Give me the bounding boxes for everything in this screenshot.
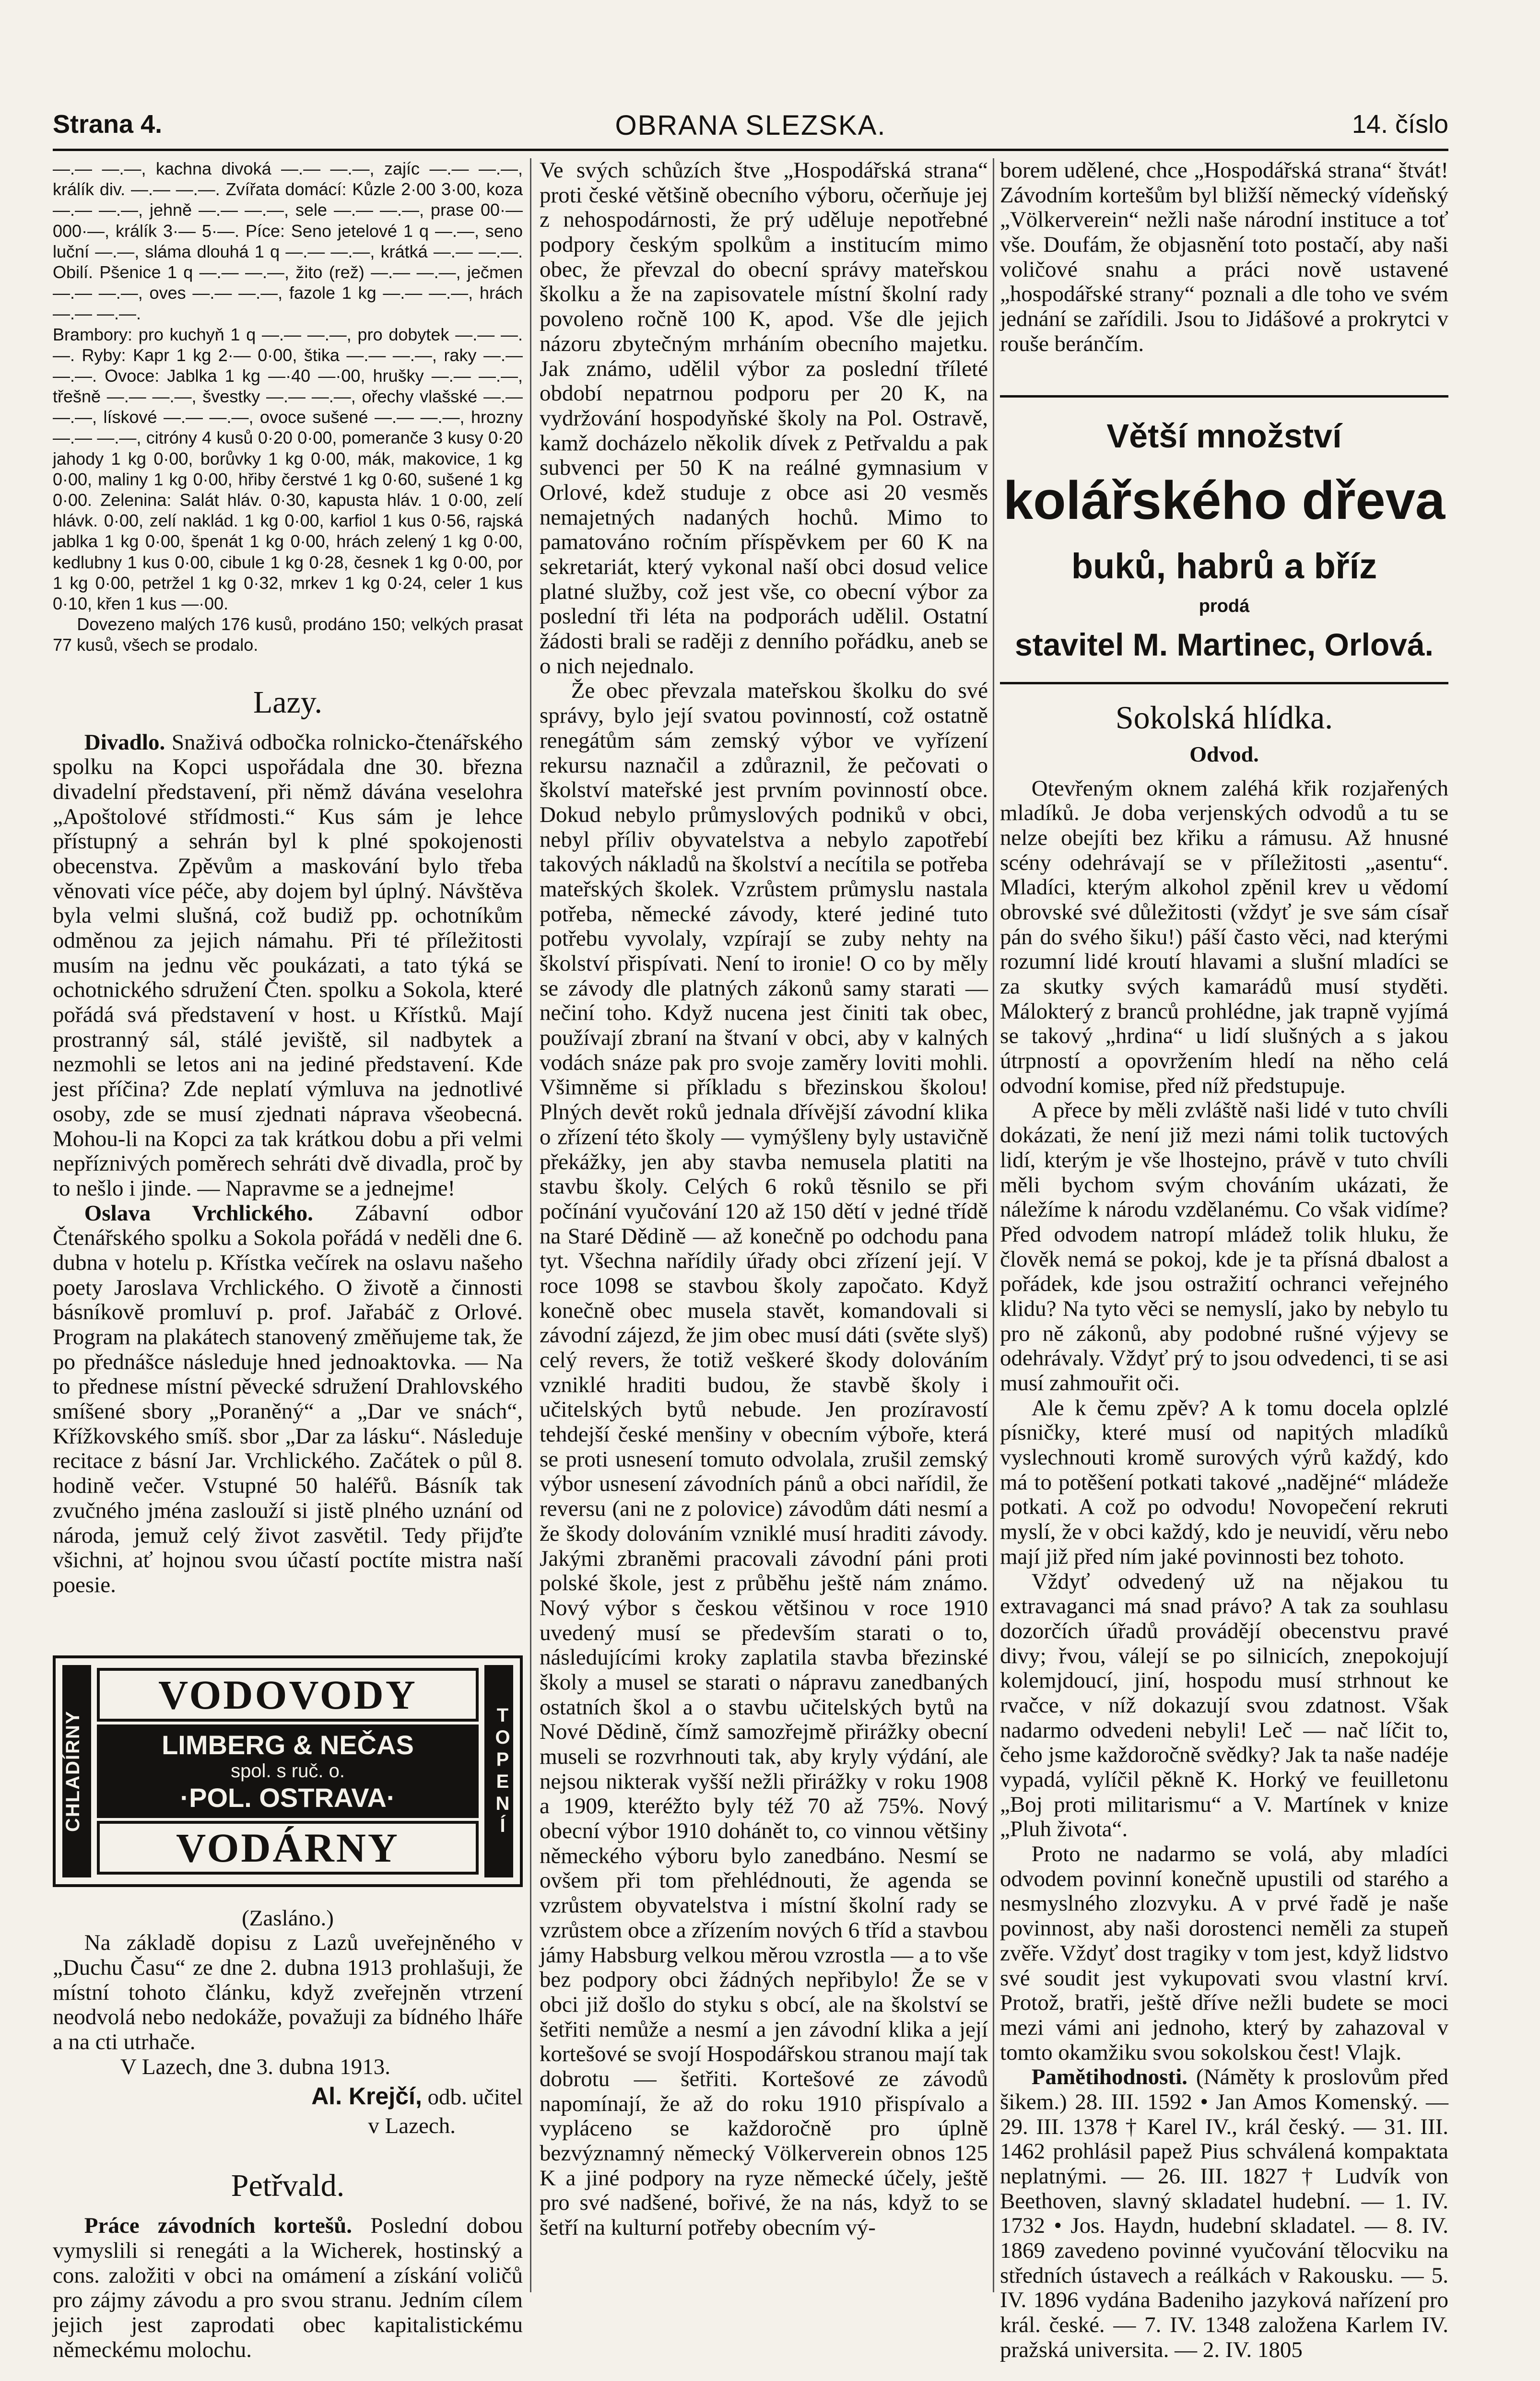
wood-ad-line: kolářského dřeva: [1003, 470, 1446, 530]
header-rule: [53, 149, 1448, 151]
pametihodnosti-lead: Pamětihodnosti.: [1031, 2064, 1187, 2090]
advertisement-wood: [1000, 395, 1448, 684]
wood-ad-line: prodá: [1199, 596, 1250, 616]
zaslano-label: (Zasláno.): [242, 1905, 334, 1931]
article-divadlo: [53, 730, 523, 1201]
ad-side-left: CHLADÍRNY: [62, 1665, 91, 1877]
sokol-paragraph: A přece by měli zvláště naši lidé v tuto chvíli dokázati, že není již mezi námi tolik tuctových lidí, kterým je vše lhostejno, právě v tuto chvíli měli bychom svým chováním ukázati, že náležíme k národu vzdělanému. Co však vidíme? Před odvodem natropí mládež tolik hluku, že člověk nemá se pokoj, kde je ta přísná dbalost a pořádek, kde jsou ostražití ochranci veřejného klidu? Na tyto věci se nemyslí, jako by nebylo tu pro ně zákonů, aby podobné rušné výjevy se odehrávaly. Vždyť prý to jsou odvedenci, ti se asi musí zahmouřit oči.: [1000, 1098, 1448, 1396]
oslava-text: Zábavní odbor Čtenářského spolku a Sokola pořádá v neděli dne 6. dubna v hotelu p. Křístka večírek na oslavu našeho poety Jaroslava Vrchlického. O životě a činnosti básníkově promluví p. prof. Jařabáč z Orlové. Program na plakátech stanovený změňujeme tak, že po přednášce následuje hned jednoaktovka. — Na to přednese místní pěvecké sdružení Drahlovského smíšené sbory „Poraněný“ a „Dar ve snách“, Křížkovského smíš. sbor „Dar za lásku“. Následuje recitace z básní Jar. Vrchlického. Začátek o půl 8. hodině večer. Vstupné 50 haléřů. Básník tak zvučného jména zaslouží si jistě plného uznání od národa, jemuž celý život zasvětil. Tedy přijďte všichni, ať hojnou svou účastí poctíte mistra naší poesie.: [53, 1200, 523, 1597]
column-divider: [993, 158, 994, 2292]
page-header: [53, 109, 1448, 152]
section-title-petrvald: Petřvald.: [231, 2168, 345, 2204]
article-paragraph: Že obec převzala mateřskou školku do své správy, bylo její svatou povinností, což ostatně renegátům sám zemský výbor ve vyřízení rekursu naznačil a zdůraznil, že pečovati o školství mateřské jest prvním povinností obce. Dokud nebylo průmyslových podniků v obci, nebyl příliv obyvatelstva a nebylo zapotřebí takových nákladů na školství a necítila se potřeba mateřských školek. Vzrůstem průmyslu nastala potřeba, německé závody, které jediné tuto potřebu vyvolaly, vzpírají se zuby nehty na školství přispívati. Není to ironie! O co by měly se závody dle platných zákonů samy starati — nečiní toho. Když nucena jest činiti tak obec, používají zbraní na štvaní v obci, aby v kalných vodách snáze pak pro svoje zaměry loviti mohli. Všimněme si příkladu s březinskou školou! Plných devět roků jednala dřívější závodní klika o zřízení této školy — vymýšleny byly ustavičně překážky, jen aby stavba nemusela platiti na stavbu školy. Celých 6 roků těsnilo se při počínání vyučování 120 až 150 dětí v jedné třídě na Staré Dědině — až konečně po odchodu pana tyt. Všechna nařídily úřady obci zřízení její. V roce 1098 se stavbou školy započato. Když konečně obec musela stavět, komandovali si závodní zájezd, že jim obec musí dáti (světe slyš) celý revers, že totiž veškeré škody dolováním vzniklé hraditi budou, že stavbě školy i učitelských bytů nebude. Jen prozíravostí tehdejší české menšiny v obecním výboře, která se proti usnesení tomuto odvolala, zrušil zemský výbor usnesení závodních pánů a obci nařídil, že reversu (ani ne z polovice) závodům dáti nesmí a že škody dolováním vzniklé musí hraditi závody. Jakými zbraněmi pracovali závodní páni proti polské škole, jest z průběhu ještě nám známo. Nový výbor s českou většinou v roce 1910 uvedený musí se především starati o to, následujícími kroky zaplatila stavba březinské školy a musel se starati o nápravu zanedbaných ostatních škol a o stavbu učitelských bytů na Nové Dědině, čímž samozřejmě přirážky obecní museli se rozvrhnouti tak, aby kryly výdání, ale nejsou nikterak vyšší nežli přirážky v roku 1908 a 1909, kteréžto byly též 70 až 75%. Nový obecní výbor 1910 dohánět to, co vinnou většiny německého výboru bylo zanedbáno. Nesmí se ovšem při tom přehlédnouti, že agenda se vzrůstem obyvatelstva i místní školní rady se vzrůstem obce a zřízením nových 6 tříd a stavbou jámy Habsburg velkou měrou vzrostla — a to vše bez podpory obci žádných nepřibylo! Že se v obci již došlo do styku s obcí, ale na školství se šetřiti nemůže a nesmí a jen závodní klika a její kortešové se svojí Hospodářskou stranou mají tak dobrotu — šetřiti. Kortešové ze závodů napomínají, že až do roku 1910 přispívalo a vypláceno se každoročně pro úplně bezvýznamný německý Völkerverein obnos 125 K a jiné podpory na ryze německé účely, ještě pro své nadšené, bořivé, že na nás, když to se šetří na kulturní potřeby obecním vý-: [540, 678, 988, 2240]
sokol-paragraph: Proto ne nadarmo se volá, aby mladíci odvodem povinní konečně upustili od starého a nesmyslného zlozvyku. A v prvé řadě je naše povinnost, aby naši dorostenci neměli za stupeň zvěře. Vždyť dost tragiky v tom jest, když lidstvo své soudit jest vykupovati svou vlastní krví. Protož, bratři, ještě dříve nežli budete se moci mezi vámi ani jednoho, který by zahazoval v tomto okamžiku svou sokolskou čest! Vlajk.: [1000, 1841, 1448, 2065]
page-number: Strana 4.: [53, 110, 163, 139]
article-oslava: [53, 1201, 523, 1598]
zaslano-signature: [53, 2082, 523, 2110]
pametihodnosti-text: (Náměty k proslovům před šikem.) 28. III. 1592 • Jan Amos Komenský. — 29. III. 1378 † Karel IV., král český. — 31. III. 1462 prohlásil papež Pius schválená kompaktata neplatnými. — 26. III. 1827 † Ludvík von Beethoven, slavný skladatel hudební. — 1. IV. 1732 • Jos. Haydn, hudební skladatel. — 8. IV. 1869 zavedeno povinné vyučování tělocviku na středních ústavech a reálkách v Rakousku. — 5. IV. 1896 vydána Badeniho jazyková nařízení pro král. české. — 7. IV. 1348 založena Karlem IV. pražská universita. — 2. IV. 1805: [1000, 2064, 1448, 2362]
signature-name: Al. Krejčí,: [311, 2083, 422, 2110]
zaslano-place-date: V Lazech, dne 3. dubna 1913.: [120, 2054, 390, 2079]
market-report: [53, 158, 523, 656]
market-paragraph: Brambory: pro kuchyň 1 q —.— —.—, pro dobytek —.— —.—. Ryby: Kapr 1 kg 2·— 0·00, štika —.— —.—, raky —.— —.—. Ovoce: Jablka 1 kg —·40 —·00, hrušky —.— —.—, třešně —.— —.—, švestky —.— —.—, ořechy vlašské —.— —.—, lískové —.— —.—, ovoce sušené —.— —.—, hrozny —.— —.—, citróny 4 kusů 0·20 0·00, pomeranče 3 kusy 0·20 jahody 1 kg 0·00, borůvky 1 kg 0·00, mák, makovice, 1 kg 0·00, maliny 1 kg 0·00, hřiby čerstvé 1 kg 0·60, sušené 1 kg 0·00. Zelenina: Salát hláv. 0·30, kapusta hláv. 1 0·00, zelí hlávk. 0·00, zelí naklád. 1 kg 0·00, karfiol 1 kus 0·56, rajská jablka 1 kg 0·00, špenát 1 kg 0·00, hrách zelený 1 kg 0·00, kedlubny 1 kus 0·00, cibule 1 kg 0·28, česnek 1 kg 0·00, por 1 kg 0·00, petržel 1 kg 0·32, mrkev 1 kg 0·24, celer 1 kus 0·10, křen 1 kus —·00.: [53, 324, 523, 613]
section-title-lazy: Lazy.: [253, 684, 323, 720]
ad-bottom-text: VODÁRNY: [97, 1821, 479, 1875]
ad-center: [91, 1665, 484, 1877]
sokol-paragraph: Otevřeným oknem zaléhá křik rozjařených mladíků. Je doba verjenských odvodů a tu se nelze obejíti bez křiku a rámusu. Až hnusné scény odehrávají se v příležitosti „asentu“. Mladíci, kterým alkohol zpěnil krev u vědomí obrovské své důležitosti (vždyť je sve sám císař pán do svého šiku!) páší často věci, nad kterými rozumní lidé kroutí hlavami a slušní mladíci se za skutky svých kamarádů musí styděti. Málokterý z branců prohlédne, jak trapně vyjímá se takový „hrdina“ u lidí slušných a s jakou útrpností a opovržením hledí na něho celá odvodní komise, před níž předstupuje.: [1000, 775, 1448, 1098]
petrvald-lead: Práce závodních kortešů.: [84, 2213, 353, 2239]
market-paragraph: Dovezeno malých 176 kusů, prodáno 150; velkých prasat 77 kusů, všech se prodalo.: [53, 614, 523, 655]
petrvald-text: Poslední dobou vymyslili si renegáti a la Wicherek, hostinský a cons. založiti v obci na omámení a získání voličů pro zájmy závodu a pro svou stranu. Jedním cílem jejich jest zaprodati obec kapitalistickému německému molochu.: [53, 2213, 523, 2362]
ad-top-text: VODOVODY: [97, 1668, 479, 1722]
wood-ad-line: Větší množství: [1106, 417, 1342, 455]
article-paragraph: Ve svých schůzích štve „Hospodářská strana“ proti české většině obecního výboru, očerňuje jej z nehospodárnosti, že prý uděluje nepotřebné podpory českým spolkům a institucím mimo obec, že převzal do obecní správy mateřskou školku a že na zapisovatele místní školní rady povoleno ročně 100 K, apod. Vše dle jejich názoru zbytečným mrháním obecního majetku. Jak známo, udělil výbor za poslední tříleté období nepatrnou podporu per 20 K, na vydržování hospodyňské školy na Pol. Ostravě, kamž docházelo několik dívek z Petřvaldu a pak subvenci per 50 K na reálné gymnasium v Orlové, kdež studuje z obce asi 20 vesměs nemajetných nadaných hochů. Mimo to pamatováno ročním příspěvkem per 60 K na sekretariát, který vykonal naší obci dosud velice platné služby, což jest vše, co obecní výbor za poslední tři léta na podporách udělil. Ostatní žádosti brali se raději z denního pořádku, aneb se o nich nejednalo.: [540, 158, 988, 679]
column-3: [1000, 158, 1448, 2362]
divadlo-text: Snaživá odbočka rolnicko-čtenářského spolku na Kopci uspořádala dne 30. března divadelní představení, při němž dávána veselohra „Apoštolové střídmosti.“ Kus sám je lehce přístupný a sehrán byl k plné spokojenosti obecenstva. Zpěvům a maskování bylo třeba věnovati více péče, aby dojem byl úplný. Návštěva byla velmi slušná, což budiž pp. ochotníkům odměnou za jejich námahu. Při té příležitosti musím na jednu věc poukázati, a tato týká se ochotnického sdružení Čten. spolku a Sokola, které pořádá svá představení v host. u Křístků. Mají prostranný sál, stálé jeviště, sil nadbytek a nezmohli se letos ani na jediné představení. Kde jest příčina? Zde neplatí výmluva na jednotlivé osoby, zde se musí zjednati náprava všeobecná. Mohou-li na Kopci za tak krátkou dobu a při velmi nepříznivých poměrech sehráti dvě divadla, proč by to nešlo i jinde. — Napravme se a jednejme!: [53, 729, 523, 1201]
pametihodnosti: [1000, 2065, 1448, 2362]
article-continuation: borem udělené, chce „Hospodářská strana“ štvát! Závodním kortešům byl bližší německý vídeňský „Völkerverein“ nežli naše národní instituce a toť vše. Doufám, že objasnění toto postačí, aby naši voličové snahu a práci nově ustavené „hospodářské strany“ poznali a dle toho ve svém jednání se zařídili. Jsou to Jidášové a prokrytci v rouše beránčím.: [1000, 158, 1448, 356]
ad-firm: [97, 1724, 479, 1818]
market-paragraph: —.— —.—, kachna divoká —.— —.—, zajíc —.— —.—, králík div. —.— —.—. Zvířata domácí: Kůzle 2·00 3·00, koza —.— —.—, jehně —.— —.—, sele —.— —.—, prase 00·— 000·—, králík 3·— 5·—. Píce: Seno jetelové 1 q —.—, seno luční —.—, sláma dlouhá 1 q —.— —.—, krátká —.— —.—. Obilí. Pšenice 1 q —.— —.—, žito (rež) —.— —.—, ječmen —.— —.—, oves —.— —.—, fazole 1 kg —.— —.—, hrách —.— —.—.: [53, 159, 523, 324]
sokol-paragraph: Ale k čemu zpěv? A k tomu docela oplzlé písničky, které musí od napitých mladíků vyslechnouti kromě surových výrů každý, kdo má to potěšení potkati takové „nadějné“ mládeže potkati. A což po odvodu! Novopečení rekruti myslí, že v obci každý, kdo je neuvidí, věru nebo mají již před ním jaké povinnosti bez tohoto.: [1000, 1395, 1448, 1569]
wood-ad-line: buků, habrů a bříz: [1071, 546, 1377, 586]
column-2: [540, 158, 988, 2297]
oslava-lead: Oslava Vrchlického.: [84, 1200, 313, 1226]
advertisement-vodovody: [53, 1655, 523, 1887]
ad-firm-city: ·POL. OSTRAVA·: [180, 1782, 396, 1813]
article-petrvald: [53, 2214, 523, 2362]
column-1: [53, 158, 523, 2362]
ad-side-right: TOPENÍ: [484, 1665, 513, 1877]
divadlo-lead: Divadlo.: [84, 729, 165, 755]
sokol-title: Sokolská hlídka.: [1115, 699, 1333, 736]
wood-ad-line: stavitel M. Martinec, Orlová.: [1015, 626, 1434, 662]
sokol-paragraph: Vždyť odvedený už na nějakou tu extravaganci má snad právo? A tak za souhlasu dozorčích úřadů provádějí obecenstvu pravé divy; řvou, válejí se po silnicích, znepokojují kolemjdoucí, jiní, hospodu musí strhnout ke rvačce, v níž dokazují svou zdatnost. Však nadarmo odvedeni nebyli! Leč — nač líčit to, čeho jsme každoročně svědky? Jak ta naše nadéje vypadá, vylíčil pěkně K. Horký ve feuilletonu „Boj proti militarismu“ a V. Martínek v knize „Pluh života“.: [1000, 1569, 1448, 1842]
issue-number: 14. číslo: [1352, 110, 1448, 139]
ad-firm-name: LIMBERG & NEČAS: [162, 1729, 414, 1760]
signature-place: v Lazech.: [368, 2113, 456, 2139]
newspaper-title: OBRANA SLEZSKA.: [615, 110, 886, 141]
sokol-subtitle: Odvod.: [1189, 741, 1259, 766]
ad-firm-sub: spol. s ruč. o.: [231, 1760, 345, 1782]
column-divider: [530, 158, 531, 2292]
zaslano-text: Na základě dopisu z Lazů uveřejněného v „Duchu Času“ ze dne 2. dubna 1913 prohlašuji, že místní tohoto článku, když zveřejněn vtrzení neodvolá nebo nedokáže, považuji za bídného lháře a na cti utrhače.: [53, 1930, 523, 2054]
signature-role: odb. učitel: [427, 2085, 523, 2110]
